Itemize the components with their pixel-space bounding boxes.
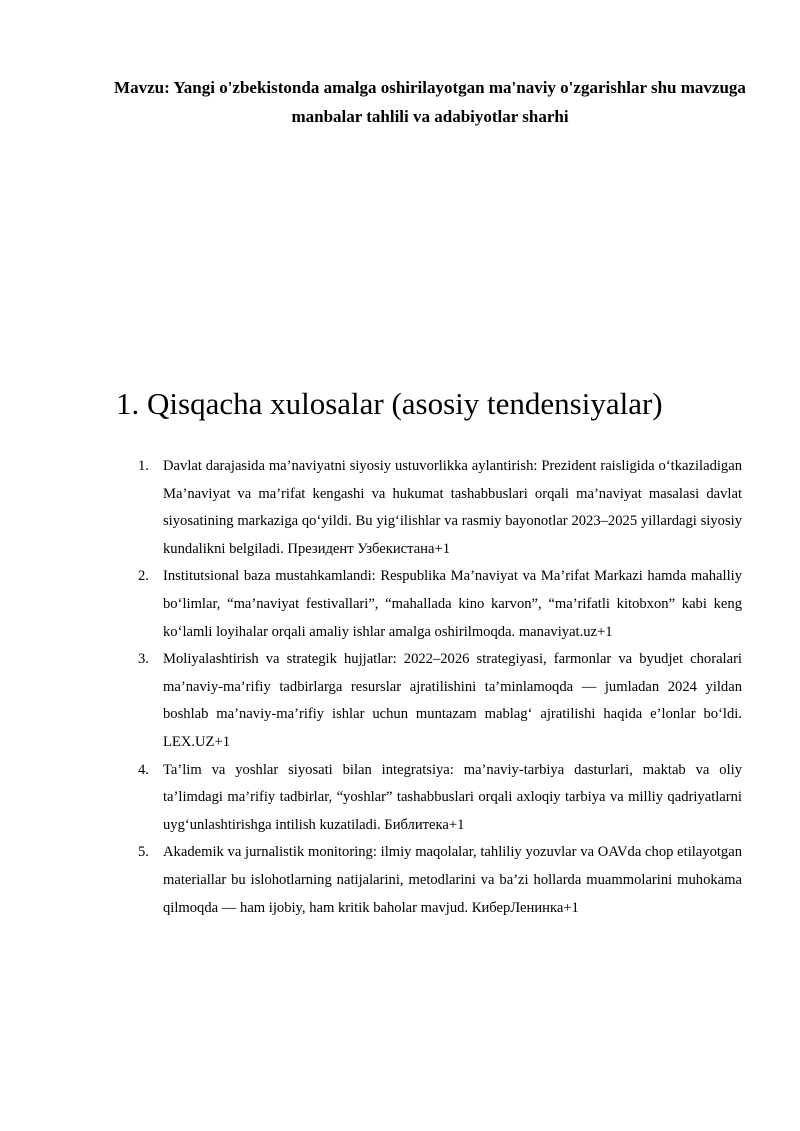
list-item-number: 4.	[138, 761, 149, 778]
list-item	[116, 757, 742, 840]
list-item-text: Moliyalashtirish va strategik hujjatlar: 2022–2026 strategiyasi, farmonlar va byudjet choralari ma’naviy-ma’rifiy tadbirlarga resurslar ajratilishini ta’minlamoqda — jumladan 2024 yildan boshlab ma’naviy-ma’rifiy ishlar uchun muntazam mablag‘ ajratilishi haqida e’lonlar bo‘ldi. LEX.UZ+1	[163, 651, 742, 750]
list-item	[116, 453, 742, 563]
list-item-text: Institutsional baza mustahkamlandi: Respublika Ma’naviyat va Ma’rifat Markazi hamda mahalliy bo‘limlar, “ma’naviyat festivallari”, “mahallada kino karvon”, “ma’rifatli kitobxon” kabi keng ko‘lamli loyihalar orqali amaliy ishlar amalga oshirilmoqda. manaviyat.uz+1	[163, 568, 742, 640]
list-item-text: Ta’lim va yoshlar siyosati bilan integratsiya: ma’naviy-tarbiya dasturlari, maktab va oliy ta’limdagi ma’rifiy tadbirlar, “yoshlar” tashabbuslari orqali axloqiy tarbiya va milliy qadriyatlarni uyg‘unlashtirishga intilish kuzatiladi. Библитека+1	[163, 761, 742, 833]
document-title: Mavzu: Yangi o'zbekistonda amalga oshirilayotgan ma'naviy o'zgarishlar shu mavzuga manbalar tahlili va adabiyotlar sharhi	[114, 78, 746, 126]
list-item	[116, 563, 742, 646]
list-item-number: 5.	[138, 844, 149, 861]
list-item-number: 2.	[138, 568, 149, 585]
section-heading: 1. Qisqacha xulosalar (asosiy tendensiyalar)	[116, 386, 663, 421]
list-item	[116, 839, 742, 922]
summary-list	[116, 453, 742, 922]
list-item-text: Akademik va jurnalistik monitoring: ilmiy maqolalar, tahliliy yozuvlar va OAVda chop etilayotgan materiallar bu islohotlarning natijalarini, metodlarini va ba’zi hollarda muammolarini muhokama qilmoqda — ham ijobiy, ham kritik baholar mavjud. КиберЛенинка+1	[163, 844, 742, 916]
list-item-number: 3.	[138, 651, 149, 668]
list-item-number: 1.	[138, 458, 149, 474]
list-item	[116, 646, 742, 756]
list-item-text: Davlat darajasida ma’naviyatni siyosiy ustuvorlikka aylantirish: Prezident raisligida o‘tkaziladigan Ma’naviyat va ma’rifat kengashi va hukumat tashabbuslari orqali ma’naviyat masalasi davlat siyosatining markaziga qo‘yildi. Bu yig‘ilishlar va rasmiy bayonotlar 2023–2025 yillardagi siyosiy kundalikni belgiladi. Президент Узбекистана+1	[163, 458, 742, 557]
